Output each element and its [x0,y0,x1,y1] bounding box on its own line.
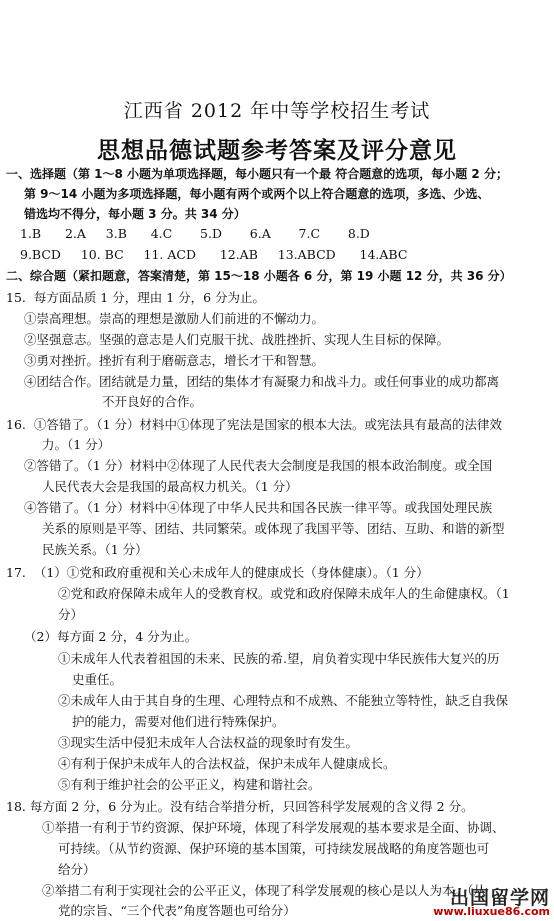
watermark-url: www.liuxue86.com [433,905,550,918]
text-line: ④团结合作。团结就是力量，团结的集体才有凝聚力和战斗力。或任何事业的成功都离 [24,374,500,389]
text-line: 9.BCD 10. BC 11. ACD 12.AB 13.ABCD 14.ABC [20,247,408,262]
text-line: 护的能力，需要对他们进行特殊保护。 [72,714,285,729]
text-line: ③勇对挫折。挫折有利于磨砺意志，增长才干和智慧。 [24,353,325,368]
text-line: 16. ①答错了。（1 分）材料中①体现了宪法是国家的根本大法。或宪法具有最高的法律效 [6,417,503,432]
answer-key-title: 思想品德试题参考答案及评分意见 [97,138,457,164]
text-line: 给分） [58,862,96,877]
text-line: ①未成年人代表着祖国的未来、民族的希.望，肩负着实现中华民族伟大复兴的历 [58,651,500,666]
text-line: ②坚强意志。坚强的意志是人们克服干扰、战胜挫折、实现人生目标的保障。 [24,332,450,347]
text-line: ④答错了。（1 分）材料中④体现了中华人民共和国各民族一律平等。或我国处理民族 [24,500,493,515]
text-line: 17. （1）①党和政府重视和关心未成年人的健康成长（身体健康）。（1 分） [6,565,429,580]
text-line: 分） [58,607,84,622]
text-line: ③现实生活中侵犯未成年人合法权益的现象时有发生。 [58,735,359,750]
text-line: 第 9～14 小题为多项选择题，每小题有两个或两个以上符合题意的选项，多选、少选、 [24,187,490,201]
text-line: ②答错了。（1 分）材料中②体现了人民代表大会制度是我国的根本政治制度。或全国 [24,458,493,473]
text-line: ①举措一有利于节约资源、保护环境，体现了科学发展观的基本要求是全面、协调、 [42,820,505,835]
text-line: ②未成年人由于其自身的生理、心理特点和不成熟、不能独立等特性，缺乏自我保 [58,693,509,708]
site-watermark-logo [400,883,550,919]
text-line: ④有利于保护未成年人的合法权益，保护未成年人健康成长。 [58,756,396,771]
text-line: 15. 每方面品质 1 分，理由 1 分，6 分为止。 [6,290,266,305]
text-line: 党的宗旨、“三个代表”角度答题也可给分） [58,903,296,918]
text-line: ②举措二有利于实现社会的公平正义，体现了科学发展观的核心是以人为本。（从 [42,883,486,898]
text-line: 人民代表大会是我国的最高权力机关。（1 分） [42,479,298,494]
text-line: 一、选择题（第 1～8 小题为单项选择题，每小题只有一个最 符合题意的选项，每小题 2 分； [6,167,508,181]
exam-title: 江西省 2012 年中等学校招生考试 [123,100,431,122]
text-line: 力。（1 分） [42,437,111,452]
text-line: 不开良好的合作。 [102,394,203,409]
text-line: 18. 每方面 2 分，6 分为止。没有结合举措分析，只回答科学发展观的含义得 2 分。 [6,799,474,814]
text-line: ②党和政府保障未成年人的受教育权。或党和政府保障未成年人的生命健康权。（1 [58,586,510,601]
text-line: 民族关系。（1 分） [42,542,148,557]
text-line: ⑤有利于维护社会的公平正义，构建和谐社会。 [58,777,321,792]
text-line: 二、综合题（紧扣题意，答案清楚，第 15～18 小题各 6 分，第 19 小题 12 分，共 36 分） [6,269,512,283]
text-line: 错选均不得分，每小题 3 分。共 34 分） [24,207,246,221]
text-line: 史重任。 [72,672,123,687]
text-line: 可持续。（从节约资源、保护环境的基本国策，可持续发展战略的角度答题也可 [58,841,490,856]
text-line: ①崇高理想。崇高的理想是激励人们前进的不懈动力。 [24,311,325,326]
text-line: （2）每方面 2 分，4 分为止。 [24,629,198,644]
text-line: 关系的原则是平等、团结、共同繁荣。或体现了我国平等、团结、互助、和谐的新型 [42,521,505,536]
text-line: 1.B 2.A 3.B 4.C 5.D 6.A 7.C 8.D [20,226,370,241]
watermark-brand: 出国留学网 [449,887,550,909]
